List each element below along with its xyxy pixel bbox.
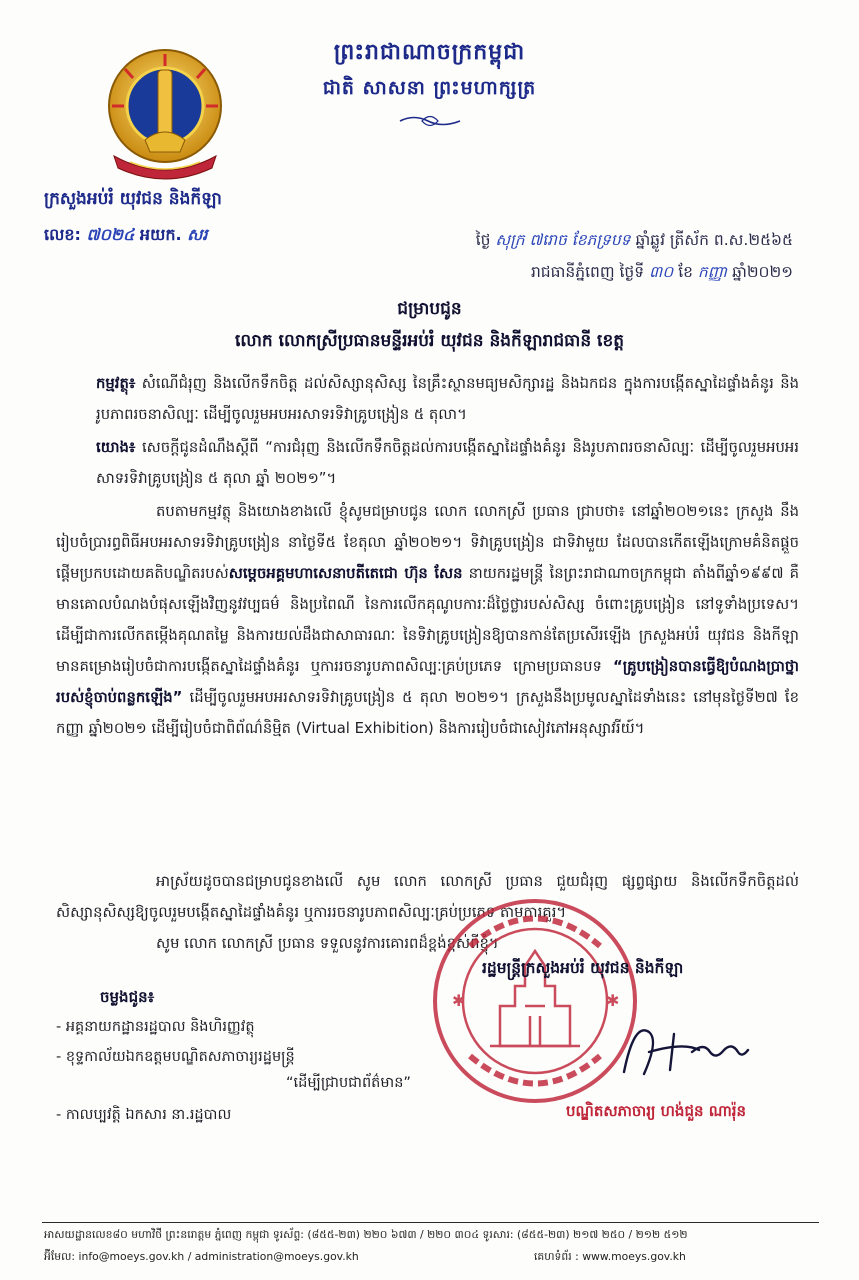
national-motto: ជាតិ សាសនា ព្រះមហាក្សត្រ — [322, 77, 537, 99]
footer-email[interactable]: អ៊ីមែល: info@moeys.gov.kh / administration@moeys.gov.kh — [44, 1250, 359, 1263]
cc-item: - ខុទ្ទកាល័យឯកឧត្តមបណ្ឌិតសភាចារ្យរដ្ឋមន្ត្រី — [56, 1049, 295, 1065]
body-p1-part-a: តបតាមកម្មវត្ថុ និងយោងខាងលើ ខ្ញុំសូមជម្រាបជូន លោក លោកស្រី ប្រធាន ជ្រាបថា៖ នៅឆ្នាំ២០២១នេះ ក្រសួង នឹងរៀបចំប្រារព្ធពិធីអបអរសាទរទិវាគ្រូបង្រៀន នាថ្ងៃទី៥ ខែតុលា ឆ្នាំ២០២១។ ទិវាគ្រូបង្រៀន ជាទិវាមួយ ដែលបានកើតឡើងក្រោមគំនិតផ្តួចផ្តើមប្រកបដោយគតិបណ្ឌិតរបស់ — [56, 503, 799, 582]
solar-year: ឆ្នាំ២០២១ — [732, 263, 793, 281]
solar-day: ៣០ — [649, 263, 674, 281]
ref-suffix: អយក. — [139, 225, 182, 244]
lunar-suffix: ឆ្នាំឆ្លូវ ត្រីស័ក ព.ស.២៥៦៥ — [635, 231, 793, 249]
salutation-recipient: លោក លោកស្រីប្រធានមន្ទីរអប់រំ យុវជន និងកីឡារាជធានី ខេត្ត — [234, 331, 625, 351]
lunar-handwritten: សុក្រ ៧រោច ខែភទ្របទ — [495, 231, 631, 249]
subject-line — [96, 368, 799, 430]
footer-contacts — [44, 1250, 686, 1266]
reference-line — [96, 432, 799, 494]
solar-date — [531, 262, 793, 285]
body-p1-theme: “គ្រូបង្រៀនបានធ្វើឱ្យបំណងប្រាថ្នារបស់ខ្ញុំចាប់ពន្លកឡើង” — [56, 658, 799, 706]
body-paragraph-1 — [56, 496, 799, 744]
subject-text: សំណើជំរុញ និងលើកទឹកចិត្ត ដល់សិស្សានុសិស្ស នៃគ្រឹះស្ថានមធ្យមសិក្សារដ្ឋ និងឯកជន ក្នុងការបង្កើតស្នាដៃផ្ទាំងគំនូរ និងរូបភាពរចនាសិល្បៈ ដើម្បីចូលរួមអបអរសាទរទិវាគ្រូបង្រៀន ៥ តុលា។ — [96, 375, 799, 423]
footer-address: អាសយដ្ឋានលេខ៨០ មហាវិថី ព្រះនរោត្តម ភ្នំពេញ កម្ពុជា ទូរស័ព្ទ: (៨៥៥-២៣) ២២០ ៦៧៣ / ២២០ ៣០៤ ទូរសារ: (៨៥៥-២៣) ២១៧ ២៥០ / ២១២ ៥១២ — [44, 1228, 688, 1241]
lunar-date — [476, 230, 793, 253]
footer-divider — [42, 1222, 819, 1223]
solar-month: កញ្ញា — [697, 263, 728, 281]
body-paragraph-3: សូម លោក លោកស្រី ប្រធាន ទទួលនូវការគោរពដ៏ខ្ពង់ខ្ពស់ពីខ្ញុំ។ — [156, 935, 499, 952]
svg-text:✱: ✱ — [606, 991, 620, 1010]
ref-code: សរ — [187, 225, 208, 244]
body-p1-part-b: នាយករដ្ឋមន្ត្រី នៃព្រះរាជាណាចក្រកម្ពុជា តាំងពីឆ្នាំ១៩៩៧ គឺមានគោលបំណងបំផុសឡើងវិញនូវវប្បធម៌ និងប្រពៃណី នៃការលើកគុណូបការៈដ៏ថ្លៃថ្លារបស់សិស្ស ចំពោះគ្រូបង្រៀន នៅទូទាំងប្រទេស។ ដើម្បីជាការលើកតម្កើងគុណតម្លៃ និងការយល់ដឹងជាសាធារណៈ នៃទិវាគ្រូបង្រៀនឱ្យបានកាន់តែប្រសើរឡើង ក្រសួងអប់រំ យុវជន និងកីឡា មានគម្រោងរៀបចំជាការបង្កើតស្នាដៃផ្ទាំងគំនូរ ឬការរចនារូបភាពសិល្បៈគ្រប់ប្រភេទ ក្រោមប្រធានបទ — [56, 565, 799, 675]
cc-label: ចម្លងជូន៖ — [100, 988, 155, 1006]
salutation-respect: ជម្រាបជូន — [397, 299, 462, 319]
ref-handwritten: ៧០២៤ — [86, 225, 135, 244]
kingdom-title: ព្រះរាជាណាចក្រកម្ពុជា — [333, 40, 526, 65]
signatory-title: រដ្ឋមន្ត្រីក្រសួងអប់រំ យុវជន និងកីឡា — [482, 959, 684, 977]
reference-label: យោង៖ — [96, 439, 136, 456]
subject-label: កម្មវត្ថុ៖ — [96, 375, 136, 392]
body-p1-part-c: ដើម្បីចូលរួមអបអរសាទរទិវាគ្រូបង្រៀន ៥ តុលា ២០២១។ ក្រសួងនឹងប្រមូលស្នាដៃទាំងនេះ នៅមុនថ្ងៃទី២៧ ខែកញ្ញា ឆ្នាំ២០២១ ដើម្បីរៀបចំជាពិព័ណ៌និម្មិត (Virtual Exhibition) និងការរៀបចំជាសៀវភៅអនុស្សាវរីយ៍។ — [56, 689, 799, 737]
body-p1-leader: សម្តេចអគ្គមហាសេនាបតីតេជោ ហ៊ុន សែន — [228, 565, 463, 582]
ornament-divider-icon — [398, 112, 462, 130]
svg-text:✱: ✱ — [452, 991, 466, 1010]
cc-item: - កាលប្បវត្តិ ឯកសារ នា.រដ្ឋបាល — [56, 1107, 232, 1123]
lunar-prefix: ថ្ងៃ — [475, 231, 491, 249]
cc-item: - អគ្គនាយកដ្ឋានរដ្ឋបាល និងហិរញ្ញវត្ថុ — [56, 1019, 255, 1035]
footer-website[interactable]: គេហទំព័រ : www.moeys.gov.kh — [534, 1250, 686, 1263]
ministry-emblem-icon — [100, 44, 230, 184]
signer-name: បណ្ឌិតសភាចារ្យ ហង់ជួន ណារ៉ុន — [566, 1102, 747, 1120]
reference-number — [44, 224, 207, 248]
solar-prefix: រាជធានីភ្នំពេញ ថ្ងៃទី — [530, 263, 645, 281]
signature-icon — [604, 1012, 754, 1084]
solar-month-label: ខែ — [678, 263, 693, 281]
ref-label: លេខ: — [44, 225, 81, 244]
cc-item-note: “ដើម្បីជ្រាបជាព័ត៌មាន” — [286, 1075, 411, 1091]
body-paragraph-2: អាស្រ័យដូចបានជម្រាបជូនខាងលើ សូម លោក លោកស្រី ប្រធាន ជួយជំរុញ ផ្សព្វផ្សាយ និងលើកទឹកចិត្តដល់សិស្សានុសិស្សឱ្យចូលរួមបង្កើតស្នាដៃផ្ទាំងគំនូរ ឬការរចនារូបភាពសិល្បៈគ្រប់ប្រភេទ តាមការគួរ។ — [56, 873, 799, 921]
reference-text: សេចក្តីជូនដំណឹងស្តីពី “ការជំរុញ និងលើកទឹកចិត្តដល់ការបង្កើតស្នាដៃផ្ទាំងគំនូរ និងរូបភាពរចនាសិល្បៈ ដើម្បីចូលរួមអបអរសាទរទិវាគ្រូបង្រៀន ៥ តុលា ឆ្នាំ ២០២១”។ — [96, 439, 799, 487]
ministry-name: ក្រសួងអប់រំ យុវជន និងកីឡា — [44, 189, 222, 209]
